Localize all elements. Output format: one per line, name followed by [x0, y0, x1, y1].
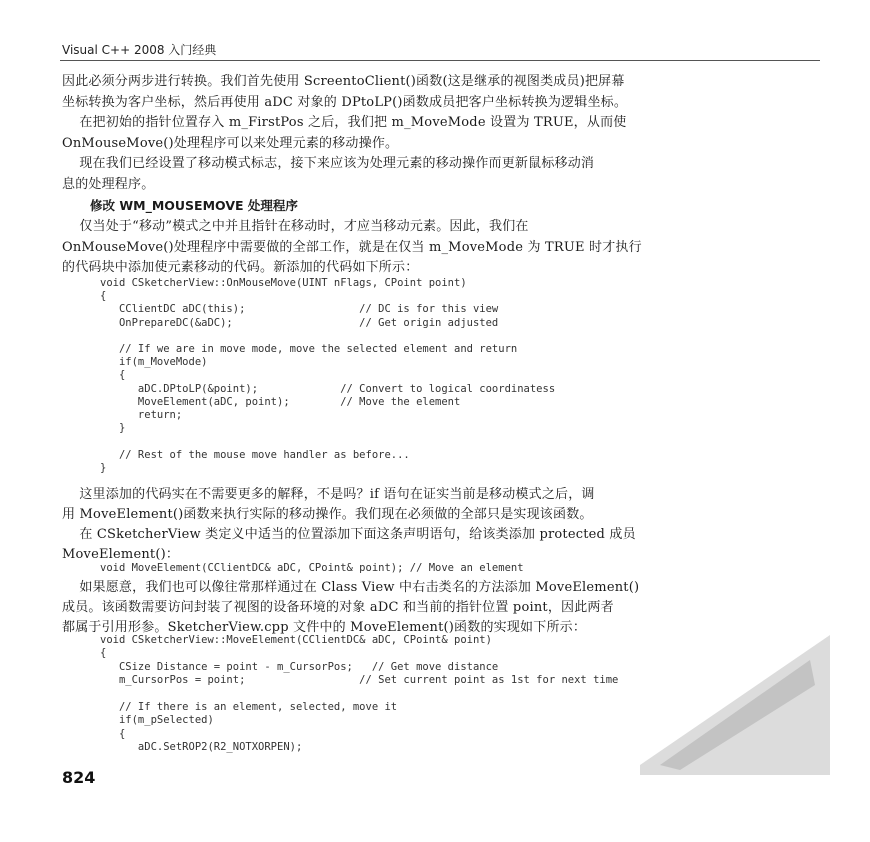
- code-line: // Rest of the mouse move handler as before...: [100, 448, 410, 461]
- code-line: {: [100, 369, 126, 382]
- code-line: {: [100, 727, 126, 740]
- code-line: {: [100, 647, 107, 660]
- code-line: m_CursorPos = point; // Set current point as 1st for next time: [100, 674, 619, 687]
- code-line: if(m_pSelected): [100, 714, 214, 727]
- code-line: void CSketcherView::MoveElement(CClientDC& aDC, CPoint& point): [100, 634, 492, 646]
- paragraph-line: OnMouseMove()处理程序中需要做的全部工作，就是在仅当 m_MoveMode 为 TRUE 时才执行: [62, 239, 642, 255]
- code-line: aDC.SetROP2(R2_NOTXORPEN);: [100, 741, 303, 754]
- code-line: }: [100, 461, 107, 474]
- paragraph-line: 现在我们已经设置了移动模式标志，接下来应该为处理元素的移动操作而更新鼠标移动消: [62, 156, 595, 171]
- code-line: {: [100, 290, 107, 303]
- code-line: CClientDC aDC(this); // DC is for this view: [100, 303, 499, 316]
- code-line: void CSketcherView::OnMouseMove(UINT nFlags, CPoint point): [100, 277, 467, 289]
- paragraph-line: 在把初始的指针位置存入 m_FirstPos 之后，我们把 m_MoveMode 设置为 TRUE，从而使: [62, 115, 627, 130]
- paragraph-line: 坐标转换为客户坐标，然后再使用 aDC 对象的 DPtoLP()函数成员把客户坐标转换为逻辑坐标。: [62, 94, 628, 110]
- paragraph-line: 因此必须分两步进行转换。我们首先使用 ScreentoClient()函数(这是继承的视图类成员)把屏幕: [62, 74, 625, 89]
- paragraph-line: MoveElement()：: [62, 547, 180, 562]
- code-line: // If we are in move mode, move the selected element and return: [100, 343, 518, 355]
- running-head: Visual C++ 2008 入门经典: [62, 43, 217, 57]
- paragraph-line: 仅当处于“移动”模式之中并且指针在移动时，才应当移动元素。因此，我们在: [62, 219, 529, 234]
- code-line: // If there is an element, selected, move it: [100, 701, 398, 713]
- paragraph-line: 用 MoveElement()函数来执行实际的移动操作。我们现在必须做的全部只是实现该函数。: [62, 507, 593, 522]
- paragraph-line: 这里添加的代码实在不需要更多的解释，不是吗？if 语句在证实当前是移动模式之后，调: [62, 487, 595, 502]
- code-line: aDC.DPtoLP(&point); // Convert to logical coordinatess: [100, 382, 556, 395]
- paragraph-line: 如果愿意，我们也可以像往常那样通过在 Class View 中右击类名的方法添加 MoveElement(): [62, 580, 640, 595]
- code-line: }: [100, 422, 126, 435]
- header-rule: [60, 60, 820, 61]
- code-line: void MoveElement(CClientDC& aDC, CPoint& point); // Move an element: [100, 562, 524, 574]
- watermark-stamp: [600, 615, 830, 775]
- paragraph-line: 息的处理程序。: [62, 176, 155, 192]
- code-line: if(m_MoveMode): [100, 356, 208, 369]
- paragraph-line: 成员。该函数需要访问封装了视图的设备环境的对象 aDC 和当前的指针位置 point，因此两者: [62, 600, 614, 615]
- code-line: MoveElement(aDC, point); // Move the element: [100, 395, 461, 408]
- section-heading: 修改 WM_MOUSEMOVE 处理程序: [90, 198, 298, 213]
- page-number: 824: [62, 768, 96, 787]
- paragraph-line: 在 CSketcherView 类定义中适当的位置添加下面这条声明语句，给该类添加 protected 成员: [62, 527, 636, 542]
- code-line: CSize Distance = point - m_CursorPos; // Get move distance: [100, 660, 499, 673]
- paragraph-line: 都属于引用形参。SketcherView.cpp 文件中的 MoveElement()函数的实现如下所示：: [62, 620, 587, 635]
- code-line: return;: [100, 409, 183, 421]
- paragraph-line: OnMouseMove()处理程序可以来处理元素的移动操作。: [62, 135, 399, 151]
- paragraph-line: 的代码块中添加使元素移动的代码。新添加的代码如下所示：: [62, 260, 419, 275]
- code-line: OnPrepareDC(&aDC); // Get origin adjusted: [100, 316, 499, 329]
